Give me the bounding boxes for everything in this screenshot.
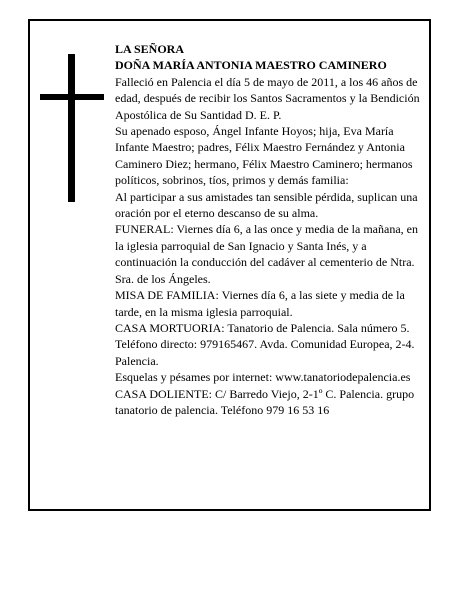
heading-title: LA SEÑORA <box>115 42 185 56</box>
family-home-details: CASA DOLIENTE: C/ Barredo Viejo, 2-1º C. Palencia. grupo tanatorio de palencia. Teléfono 979 16 53 16 <box>115 386 415 417</box>
family-list: Su apenado esposo, Ángel Infante Hoyos; hija, Eva María Infante Maestro; padres, Félix Maestro Fernández y Antonia Caminero Diez; hermano, Félix Maestro Caminero; hermanos políticos, sobrinos, tíos, primos y demás familia: <box>115 124 413 188</box>
cross-horizontal-bar <box>40 94 104 100</box>
funeral-home-details: CASA MORTUORIA: Tanatorio de Palencia. Sala número 5. Teléfono directo: 979165467. Avda. Comunidad Europea, 2-4. Palencia. <box>115 320 415 368</box>
funeral-details: FUNERAL: Viernes día 6, a las once y media de la mañana, en la iglesia parroquial de San Ignacio y Santa Inés, y a continuación la conducción del cadáver al cementerio de Ntra. Sra. de los Ángeles. <box>115 222 418 286</box>
heading-name: DOÑA MARÍA ANTONIA MAESTRO CAMINERO <box>115 58 387 73</box>
cross-vertical-bar <box>68 54 75 202</box>
prayer-request: Al participar a sus amistades tan sensible pérdida, suplican una oración por el eterno descanso de su alma. <box>115 189 418 221</box>
obituary-notice <box>28 19 431 511</box>
death-announcement: Falleció en Palencia el día 5 de mayo de 2011, a los 46 años de edad, después de recibir los Santos Sacramentos y la Bendición Apostólica de Su Santidad D. E. P. <box>115 74 420 122</box>
latin-cross-icon <box>40 54 104 202</box>
obituary-text <box>115 41 427 418</box>
family-mass-details: MISA DE FAMILIA: Viernes día 6, a las siete y media de la tarde, en la misma iglesia parroquial. <box>115 288 405 319</box>
online-condolences: Esquelas y pésames por internet: www.tanatoriodepalencia.es <box>115 370 411 385</box>
